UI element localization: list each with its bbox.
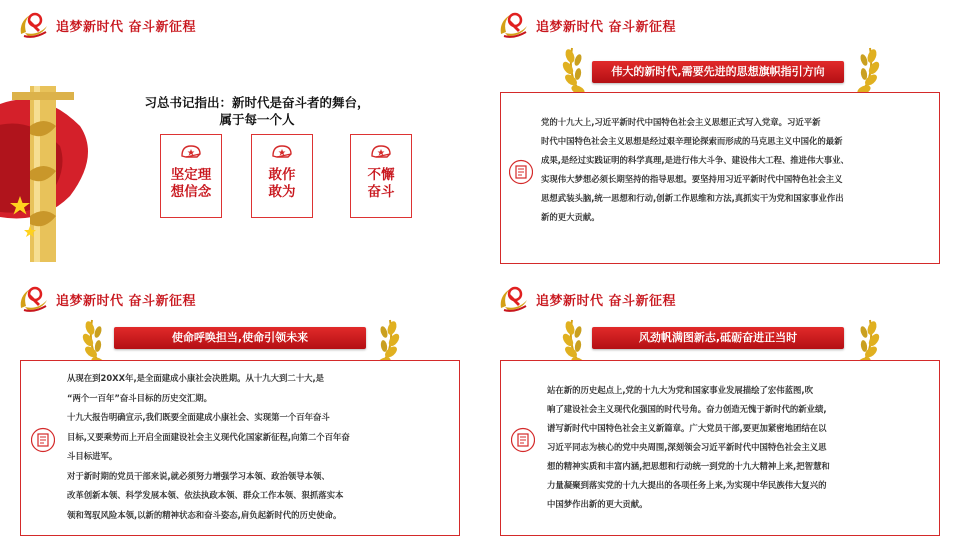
party-emblem-icon [18,12,50,38]
body-text: 站在新的历史起点上,党的十九大为党和国家事业发展描绘了宏伟蓝图,吹 响了建设社会主义现代化强国的时代号角。奋力创造无愧于新时代的新业绩, 谱写新时代中国特色社会主义新篇章。广大党员干部,要更加紧密地团结在以 习近平同志为核心的党中央周围,深刻领会习近平新时代中国特色社会主义思 想的精神实质和丰富内涵,把思想和行动统一到党的十九大精神上来,把智慧和 力量凝聚到落实党的十九大提出的各项任务上来,为实现中华民族伟大复兴的 中国梦作出新的更大贡献。 [547,385,830,509]
content-box [20,360,460,536]
body-text: 党的十九大上,习近平新时代中国特色社会主义思想正式写入党章。习近平新 时代中国特色社会主义思想是经过艰辛理论探索而形成的马克思主义中国化的最新 成果,是经过实践证明的科学真理,是进行伟大斗争、建设伟大工程、推进伟大事业、 实现伟大梦想必须长期坚持的指导思想。要坚持用习近平新时代中国特色社会主义 思想武装头脑,统一思想和行动,创新工作思维和方法,真抓实干为党和国家事业作出 新的更大贡献。 [541,117,849,222]
huabiao-pillar-illustration [0,86,110,262]
value-card-label: 不懈 奋斗 [367,167,395,200]
party-emblem-icon [18,286,50,312]
header-title: 追梦新时代 奋斗新征程 [56,293,197,309]
document-icon [509,159,533,185]
value-card-label: 敢作 敢为 [268,167,296,200]
value-card-3 [350,134,412,218]
slide-panel-3 [0,274,480,548]
quote-text [122,94,392,128]
quote-line-2: 属于每一个人 [219,112,295,127]
header-title: 追梦新时代 奋斗新征程 [536,19,677,35]
section-banner: 伟大的新时代,需要先进的思想旗帜指引方向 [592,61,844,83]
section-banner: 使命呼唤担当,使命引领未来 [114,327,366,349]
party-emblem-icon [498,12,530,38]
header-title: 追梦新时代 奋斗新征程 [536,293,677,309]
slide-header [18,12,196,38]
value-card-1 [160,134,222,218]
section-banner: 风劲帆满图新志,砥砺奋进正当时 [592,327,844,349]
slide-panel-1 [0,0,480,274]
document-icon [511,427,535,453]
army-cap-icon [370,143,392,163]
slide-panel-2 [480,0,960,274]
body-text: 从现在到20XX年,是全面建成小康社会决胜期。从十九大到二十大,是 “两个一百年”奋斗目标的历史交汇期。 十九大报告明确宣示,我们既要全面建成小康社会、实现第一个百年奋斗 目标,又要乘势而上开启全面建设社会主义现代化国家新征程,向第二个百年奋 斗目标进军。 对于新时期的党员干部来说,就必须努力增强学习本领、政治领导本领、 改革创新本领、科学发展本领、依法执政本领、群众工作本领、狠抓落实本 领和驾驭风险本领,以新的精神状态和奋斗姿态,肩负起新时代的历史使命。 [67,373,350,520]
content-box [500,92,940,264]
quote-line-1: 习总书记指出：新时代是奋斗者的舞台， [144,95,370,110]
document-icon [31,427,55,453]
slide-panel-4 [480,274,960,548]
slide-header [498,286,676,312]
value-card-label: 坚定理 想信念 [170,167,212,200]
army-cap-icon [180,143,202,163]
value-card-2 [251,134,313,218]
content-box [500,360,940,536]
army-cap-icon [271,143,293,163]
party-emblem-icon [498,286,530,312]
header-title: 追梦新时代 奋斗新征程 [56,19,197,35]
slide-header [18,286,196,312]
slide-header [498,12,676,38]
